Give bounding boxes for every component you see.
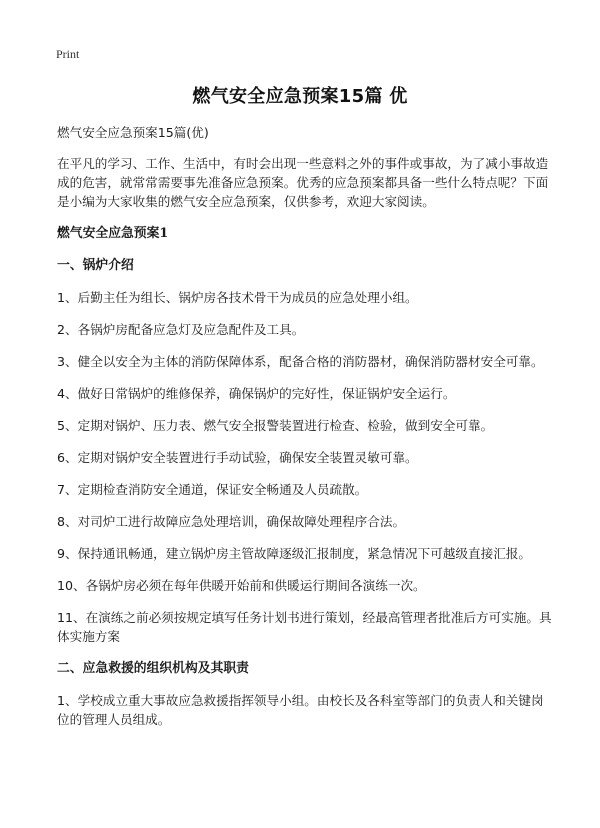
list-item: 1、后勤主任为组长、锅炉房各技术骨干为成员的应急处理小组。 bbox=[57, 290, 418, 305]
list-item: 6、定期对锅炉安全装置进行手动试验，确保安全装置灵敏可靠。 bbox=[57, 450, 418, 465]
list-item: 9、保持通讯畅通，建立锅炉房主管故障逐级汇报制度，紧急情况下可越级直接汇报。 bbox=[57, 546, 531, 561]
list-item: 3、健全以安全为主体的消防保障体系，配备合格的消防器材，确保消防器材安全可靠。 bbox=[57, 354, 544, 369]
part1-heading: 一、锅炉介绍 bbox=[57, 258, 134, 273]
list-item: 11、在演练之前必须按规定填写任务计划书进行策划，经最高管理者批准后方可实施。具体实施方案 bbox=[57, 610, 552, 644]
intro-paragraph: 在平凡的学习、工作、生活中，有时会出现一些意料之外的事件或事故，为了减小事故造成的危害，就常常需要事先准备应急预案。优秀的应急预案都具备一些什么特点呢？下面是小编为大家收集的燃气安全应急预案，仅供参考，欢迎大家阅读。 bbox=[57, 156, 549, 209]
list-item: 4、做好日常锅炉的维修保养，确保锅炉的完好性，保证锅炉安全运行。 bbox=[57, 386, 456, 401]
list-item: 7、定期检查消防安全通道，保证安全畅通及人员疏散。 bbox=[57, 482, 368, 497]
document-title: 燃气安全应急预案15篇 优 bbox=[192, 86, 408, 107]
document-body bbox=[57, 123, 553, 742]
list-item: 5、定期对锅炉、压力表、燃气安全报警装置进行检查、检验，做到安全可靠。 bbox=[57, 418, 494, 433]
list-item: 10、各锅炉房必须在每年供暖开始前和供暖运行期间各演练一次。 bbox=[57, 578, 426, 593]
print-label: Print bbox=[56, 47, 80, 61]
list-item: 2、各锅炉房配备应急灯及应急配件及工具。 bbox=[57, 322, 305, 337]
part2-heading: 二、应急救援的组织机构及其职责 bbox=[57, 661, 249, 676]
list-item: 8、对司炉工进行故障应急处理培训，确保故障处理程序合法。 bbox=[57, 514, 406, 529]
list-item: 1、学校成立重大事故应急救援指挥领导小组。由校长及各科室等部门的负责人和关键岗位的管理人员组成。 bbox=[57, 693, 544, 727]
document-subtitle: 燃气安全应急预案15篇(优) bbox=[57, 125, 209, 140]
section-title: 燃气安全应急预案1 bbox=[57, 226, 169, 241]
